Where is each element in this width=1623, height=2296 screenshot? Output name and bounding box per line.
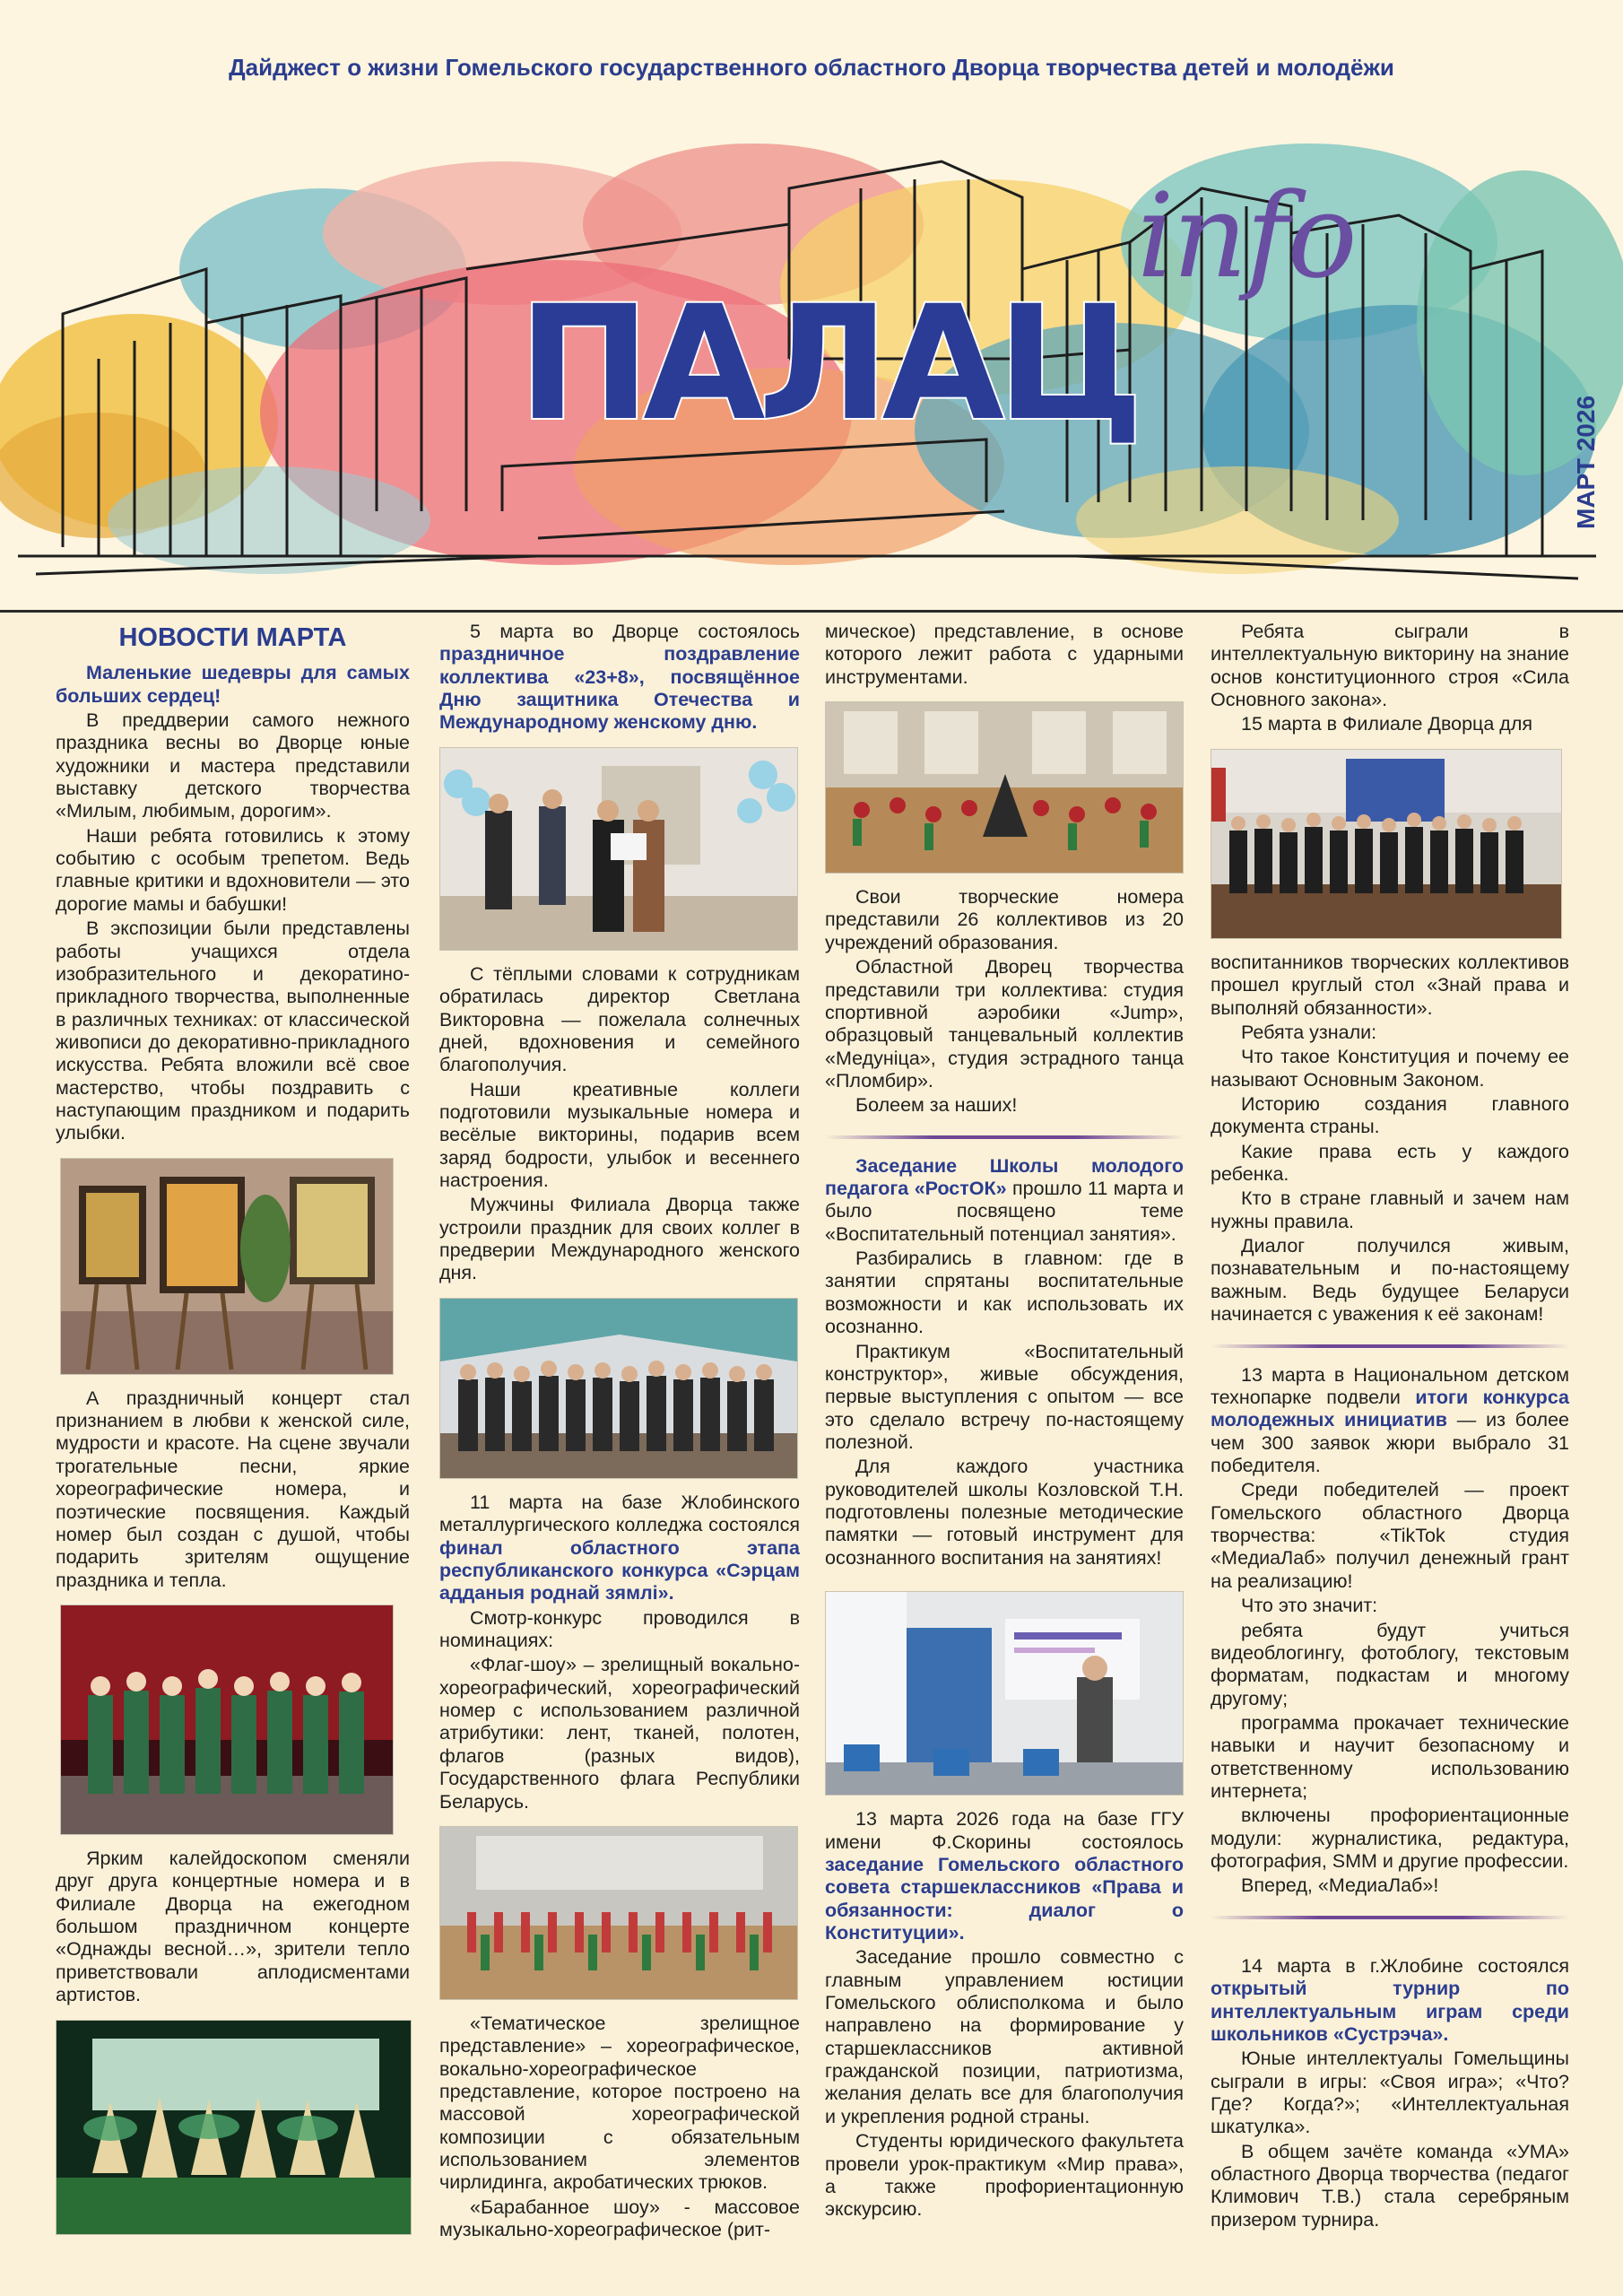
- paragraph: В преддверии самого нежного праздника весны во Дворце юные художники и мастера представили выставку детского творчества «Милым, любимым, дорогим».: [56, 709, 410, 822]
- highlight-event: Заседание Школы молодого педагога «РостОК»: [825, 1154, 1184, 1200]
- paragraph: Областной Дворец творчества представили три коллектива: студия спортивной аэробики «Jump», образцовый танцевальный коллектив «Медуніца», студия эстрадного танца «Пломбир».: [825, 956, 1184, 1091]
- digest-tagline: Дайджест о жизни Гомельского государственного областного Дворца творчества детей и молодёжи: [229, 54, 1394, 81]
- paragraph: Юные интеллектуалы Гомельщины сыграли в игры: «Своя игра»; «Что? Где? Когда?»; «Интеллектуальная шкатулка».: [1211, 2048, 1569, 2138]
- paragraph: Болеем за наших!: [855, 1094, 1018, 1117]
- photo-concert-stage: [60, 1605, 394, 1835]
- paragraph: 13 марта 2026 года на базе ГГУ имени Ф.Скорины состоялось заседание Гомельского областного совета старшеклассников «Права и обязанности: диалог о Конституции».: [825, 1808, 1184, 1944]
- paragraph: С тёплыми словами к сотрудникам обратилась директор Светлана Викторовна — пожелала солнечных дней, вдохновения и семейного благополучия.: [439, 962, 800, 1076]
- article-headline: Маленькие шедевры для самых больших сердец!: [56, 662, 410, 707]
- section-title: НОВОСТИ МАРТА: [118, 623, 347, 652]
- highlight-event: праздничное поздравление коллектива «23+8», посвящённое Дню защитника Отечества и Международному женскому дню.: [439, 643, 800, 734]
- paragraph: Для каждого участника руководителей школы Козловской Т.Н. подготовлены полезные методические памятки — готовый инструмент для осознанного воспитания на занятиях!: [825, 1456, 1184, 1569]
- column-1: [56, 621, 410, 2248]
- section-divider: [1211, 1916, 1569, 1919]
- paragraph: Диалог получился живым, познавательным и по-настоящему важным. Ведь будущее Беларуси начинается с уважения к её законам!: [1211, 1235, 1569, 1326]
- paragraph: включены профориентационные модули: журналистика, редактура, фотография, SMM и другие профессии.: [1211, 1805, 1569, 1873]
- paragraph: Среди победителей — проект Гомельского областного Дворца творчества: «TikTok студия «МедиаЛаб» получил денежный грант на реализацию!: [1211, 1479, 1569, 1592]
- paragraph: Какие права есть у каждого ребенка.: [1211, 1140, 1569, 1186]
- issue-date: МАРТ 2026: [1572, 395, 1600, 529]
- paragraph: Свои творческие номера представили 26 коллективов из 20 учреждений образования.: [825, 886, 1184, 953]
- paragraph: 15 марта в Филиале Дворца для: [1241, 713, 1533, 735]
- paragraph: Мужчины Филиала Дворца также устроили праздник для своих коллег в предверии Международного женского дня.: [439, 1194, 800, 1284]
- section-divider: [825, 1135, 1184, 1139]
- paragraph: Что это значит:: [1241, 1595, 1378, 1617]
- paragraph: Наши креативные коллеги подготовили музыкальные номера и весёлые викторины, подарив всем заряд бодрости, улыбок и весеннего настроения.: [439, 1078, 800, 1192]
- paragraph: Историю создания главного документа страны.: [1211, 1092, 1569, 1138]
- highlight-event: финал областного этапа республиканского конкурса «Сэрцам адданыя роднай зямлі».: [439, 1536, 800, 1605]
- paragraph: программа прокачает технические навыки и научит безопасному и ответственному использованию интернета;: [1211, 1711, 1569, 1803]
- paragraph: Разбирались в главном: где в занятии спрятаны воспитательные возможности и как использовать их осознанно.: [825, 1248, 1184, 1338]
- paragraph: Заседание прошло совместно с главным управлением юстиции Гомельского облисполкома и было направлено на формирование у старшеклассников активной гражданской позиции, патриотизма, желания делать все для благополучия и укрепления родной страны.: [825, 1946, 1184, 2127]
- paragraph: 11 марта на базе Жлобинского металлургического колледжа состоялся финал областного этапа республиканского конкурса «Сэрцам адданыя роднай зямлі».: [439, 1491, 800, 1605]
- section-divider: [1211, 1344, 1569, 1348]
- logo-info-script: info: [1137, 168, 1356, 304]
- photo-staff-group: [439, 1298, 798, 1479]
- paragraph: ребята будут учиться видеоблогингу, фотоблогу, текстовым форматам, подкастам и многому другому;: [1211, 1619, 1569, 1709]
- paragraph: В общем зачёте команда «УМА» областного Дворца творчества (педагог Климович Т.В.) стала серебряным призером турнира.: [1211, 2140, 1569, 2231]
- photo-director-greeting: [439, 747, 798, 951]
- paragraph: Смотр-конкурс проводился в номинациях:: [439, 1606, 800, 1651]
- paragraph: Ребята узнали:: [1241, 1021, 1377, 1043]
- paragraph: «Флаг-шоу» – зрелищный вокально-хореографический, хореографический номер с использованием различной атрибутики: лент, тканей, полотен, флагов (разных видов), Государственного флага Республики Беларусь.: [439, 1654, 800, 1813]
- paragraph: 14 марта в г.Жлобине состоялся открытый турнир по интеллектуальным играм среди школьников «Сустрэча».: [1211, 1954, 1569, 2045]
- column-2: [439, 621, 800, 2243]
- paragraph: Вперед, «МедиаЛаб»!: [1241, 1874, 1439, 1897]
- photo-drum-show: [825, 701, 1184, 874]
- logo-palac: ПАЛАЦ: [518, 272, 1137, 456]
- photo-flag-show: [439, 1826, 798, 2000]
- paragraph: Студенты юридического факультета провели урок-практикум «Мир права», а также профориентационную экскурсию.: [825, 2130, 1184, 2221]
- photo-teacher-presentation: [825, 1591, 1184, 1796]
- header-divider: [0, 610, 1623, 613]
- paragraph: Что такое Конституция и почему ее называют Основным Законом.: [1211, 1046, 1569, 1091]
- paragraph: воспитанников творческих коллективов прошел круглый стол «Знай права и выполняй обязанности».: [1211, 951, 1569, 1019]
- paragraph: «Тематическое зрелищное представление» – хореографическое, вокально-хореографическое представление, которое построено на массовой хореографической композиции с обязательным использованием элементов чирлидинга, акробатических трюков.: [439, 2012, 800, 2194]
- paragraph: В экспозиции были представлены работы учащихся отдела изобразительного и декоратино-прикладного творчества, выполненные в различных техниках: от классической живописи до декоративно-прикладного искусства. Ребята вложили всё свое мастерство, чтобы поздравить с наступающим праздником и подарить улыбки.: [56, 918, 410, 1144]
- highlight-event: заседание Гомельского областного совета старшеклассников «Права и обязанности: диалог о Конституции».: [825, 1853, 1184, 1944]
- paragraph: Ребята сыграли в интеллектуальную викторину на знание основ конституционного строя «Сила Основного закона».: [1211, 621, 1569, 711]
- column-3: [825, 621, 1184, 2223]
- photo-round-table: [1211, 749, 1562, 939]
- paragraph: 13 марта в Национальном детском технопарке подвели итоги конкурса молодежных инициатив — из более чем 300 заявок жюри выбрало 31 победителя.: [1211, 1363, 1570, 1476]
- highlight-event: открытый турнир по интеллектуальным играм среди школьников «Сустрэча».: [1211, 1978, 1569, 2045]
- paragraph: Наши ребята готовились к этому событию с особым трепетом. Ведь главные критики и вдохновители — это дорогие мамы и бабушки!: [56, 824, 410, 915]
- paragraph: Кто в стране главный и зачем нам нужны правила.: [1211, 1187, 1569, 1232]
- paragraph: Заседание Школы молодого педагога «РостОК» прошло 11 марта и было посвящено теме «Воспитательный потенциал занятия».: [825, 1154, 1185, 1245]
- paragraph: Практикум «Воспитательный конструктор», живые обсуждения, первые выступления с опытом — все это сделало встречу по-настоящему полезной.: [825, 1340, 1184, 1453]
- paragraph: 5 марта во Дворце состоялось праздничное поздравление коллектива «23+8», посвящённое Дню защитника Отечества и Международному женскому дню.: [439, 621, 800, 734]
- paragraph: Ярким калейдоскопом сменяли друг друга концертные номера и в Филиале Дворца на ежегодном большом праздничном концерте «Однажды весной…», зрители тепло приветствовали аплодисментами артистов.: [56, 1848, 410, 2006]
- photo-art-exhibition: [60, 1158, 394, 1375]
- photo-spring-concert: [56, 2020, 412, 2235]
- highlight-event: итоги конкурса молодежных инициатив: [1211, 1386, 1569, 1431]
- column-4: [1211, 621, 1569, 2233]
- masthead: [0, 0, 1623, 613]
- paragraph: «Барабанное шоу» - массовое музыкально-хореографическое (рит-: [439, 2196, 800, 2241]
- paragraph: А праздничный концерт стал признанием в любви к женской силе, мудрости и красоте. На сцене звучали трогательные песни, яркие хореографические номера, и поэтические посвящения. Каждый номер был создан с душой, чтобы подарить зрителям ощущение праздника и тепла.: [56, 1387, 410, 1591]
- paragraph: мическое) представление, в основе которого лежит работа с ударными инструментами.: [825, 621, 1184, 688]
